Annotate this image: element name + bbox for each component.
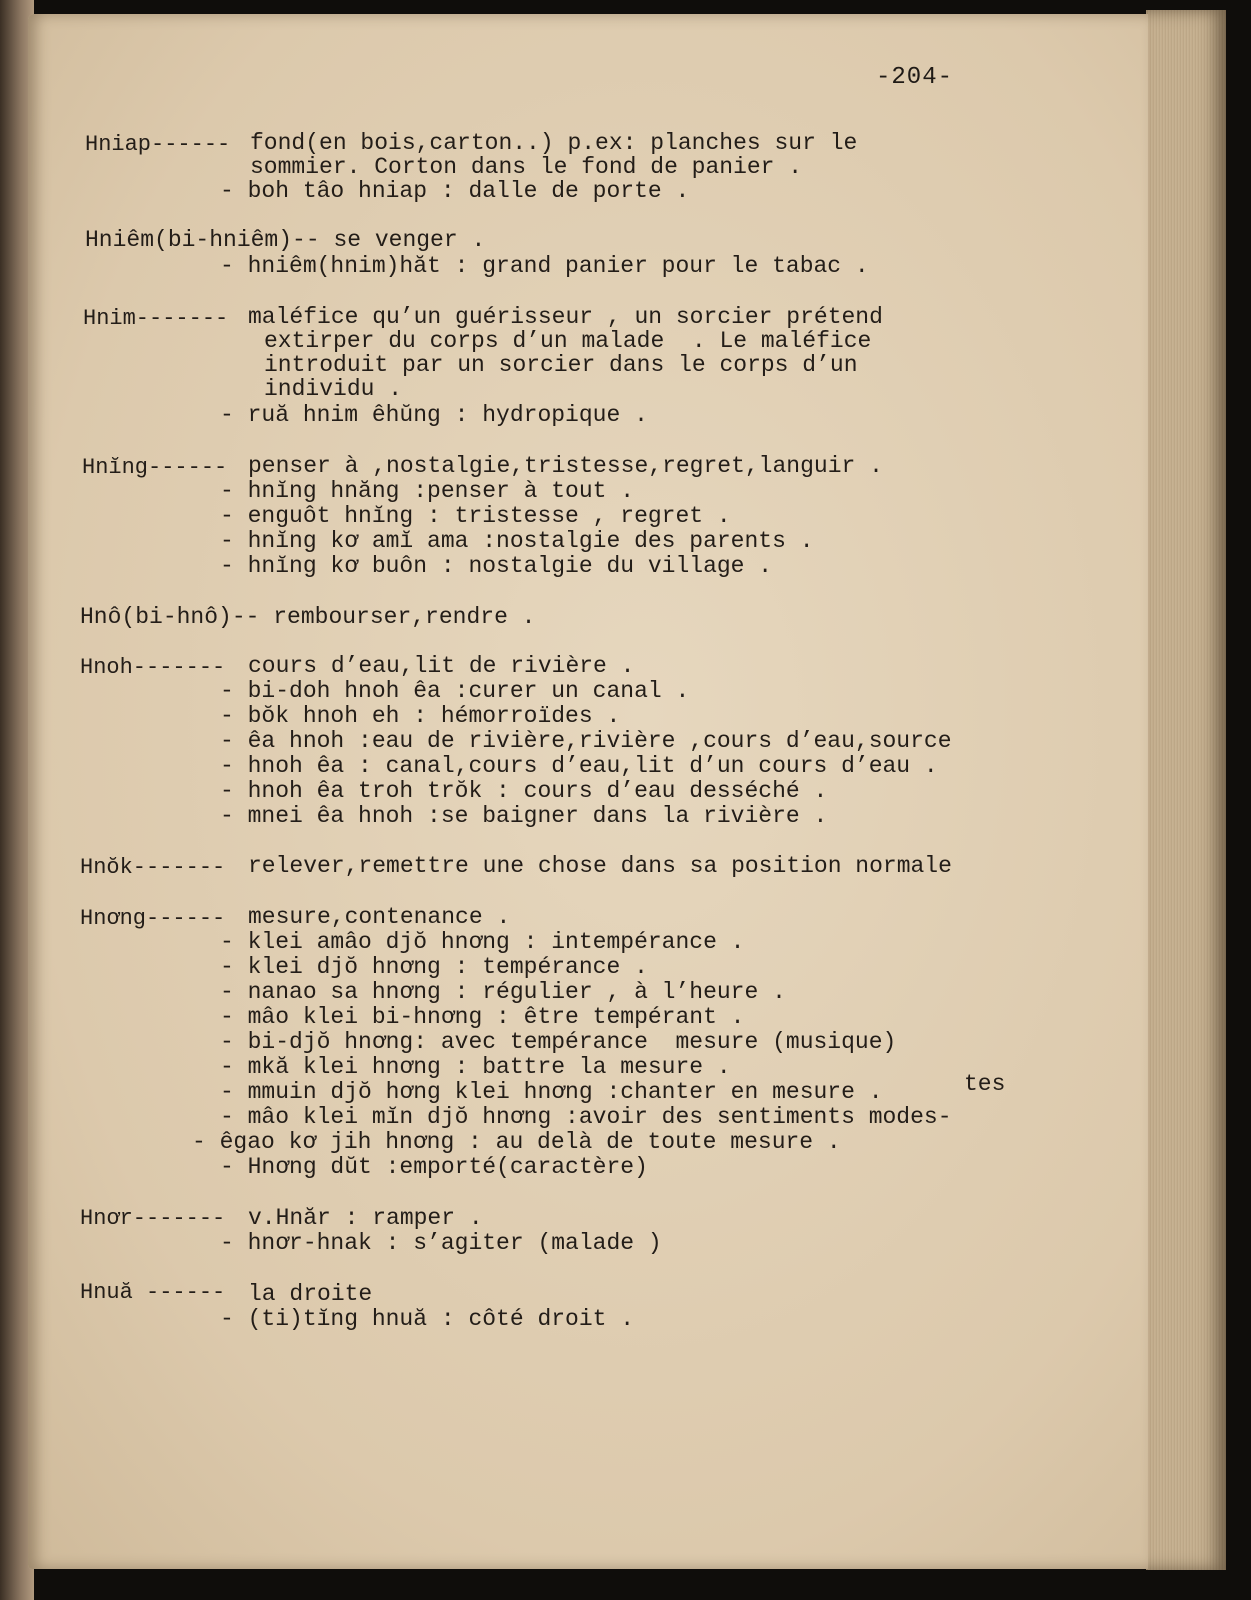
margin-correction: tes <box>964 1071 1006 1097</box>
example-line: - êa hnoh :eau de rivière,rivière ,cours d’eau,source <box>220 728 952 754</box>
example-line: - hnĭng hnăng :penser à tout . <box>220 478 635 504</box>
definition-line: mesure,contenance . <box>248 904 511 930</box>
example-line: - hniêm(hnim)hăt : grand panier pour le tabac . <box>220 253 869 279</box>
example-line: - ruă hnim êhŭng : hydropique . <box>220 402 648 428</box>
headword-hnong: Hnơng------ <box>80 906 226 931</box>
definition-line: relever,remettre une chose dans sa position normale <box>248 853 952 879</box>
headword-hniap: Hniap------ <box>85 132 231 157</box>
example-line: - hnĭng kơ amĭ ama :nostalgie des parents . <box>220 528 814 554</box>
book-page <box>28 14 1148 1569</box>
example-line: - bi-djŏ hnơng: avec tempérance mesure (musique) <box>220 1029 897 1055</box>
definition-line: individu . <box>264 376 403 402</box>
example-line: - nanao sa hnơng : régulier , à l’heure . <box>220 979 786 1005</box>
definition-line: la droite <box>248 1281 373 1307</box>
example-line: - klei djŏ hnơng : tempérance . <box>220 954 648 980</box>
headword-hnua: Hnuă ------ <box>80 1280 226 1305</box>
example-line: - Hnơng dŭt :emporté(caractère) <box>220 1154 648 1180</box>
definition-line: fond(en bois,carton..) p.ex: planches sur le <box>250 130 858 156</box>
example-line: - klei amâo djŏ hnơng : intempérance . <box>220 929 745 955</box>
example-line: - bi-doh hnoh êa :curer un canal . <box>220 678 690 704</box>
example-line: - bŏk hnoh eh : hémorroïdes . <box>220 703 621 729</box>
headword-hning: Hnĭng------ <box>82 455 228 480</box>
definition-line: extirper du corps d’un malade . Le maléfice <box>264 328 872 354</box>
dictionary-text <box>28 14 1148 1569</box>
definition-line: penser à ,nostalgie,tristesse,regret,languir . <box>248 453 883 479</box>
example-line: - boh tâo hniap : dalle de porte . <box>220 178 690 204</box>
example-line: - hnơr-hnak : s’agiter (malade ) <box>220 1230 662 1256</box>
definition-line: v.Hnăr : ramper . <box>248 1205 483 1231</box>
entry-hno: Hnô(bi-hnô)-- rembourser,rendre . <box>80 604 536 630</box>
example-line: - hnĭng kơ buôn : nostalgie du village . <box>220 553 773 579</box>
example-line: - mkă klei hnơng : battre la mesure . <box>220 1054 731 1080</box>
entry-hniem: Hniêm(bi-hniêm)-- se venger . <box>85 227 486 253</box>
page-number: -204- <box>876 64 954 91</box>
example-line: - mâo klei mĭn djŏ hnơng :avoir des sentiments modes- <box>220 1104 952 1130</box>
headword-hnoh: Hnoh------- <box>80 655 226 680</box>
definition-line: sommier. Corton dans le fond de panier . <box>250 154 803 180</box>
example-line: - êgao kơ jih hnơng : au delà de toute mesure . <box>192 1129 841 1155</box>
example-line: - mmuin djŏ hơng klei hnơng :chanter en mesure . <box>220 1079 883 1105</box>
definition-line: introduit par un sorcier dans le corps d’un <box>264 352 858 378</box>
example-line: - mnei êa hnoh :se baigner dans la rivière . <box>220 803 828 829</box>
definition-line: maléfice qu’un guérisseur , un sorcier prétend <box>248 304 883 330</box>
page-stack-edge <box>1146 10 1226 1570</box>
example-line: - hnoh êa : canal,cours d’eau,lit d’un cours d’eau . <box>220 753 938 779</box>
headword-hnok: Hnŏk------- <box>80 855 226 880</box>
definition-line: cours d’eau,lit de rivière . <box>248 653 635 679</box>
headword-hnor: Hnơr------- <box>80 1206 226 1231</box>
example-line: - hnoh êa troh trŏk : cours d’eau desséché . <box>220 778 828 804</box>
example-line: - mâo klei bi-hnơng : être tempérant . <box>220 1004 745 1030</box>
example-line: - enguôt hnĭng : tristesse , regret . <box>220 503 731 529</box>
headword-hnim: Hnim------- <box>83 306 229 331</box>
example-line: - (ti)tĭng hnuă : côté droit . <box>220 1306 635 1332</box>
